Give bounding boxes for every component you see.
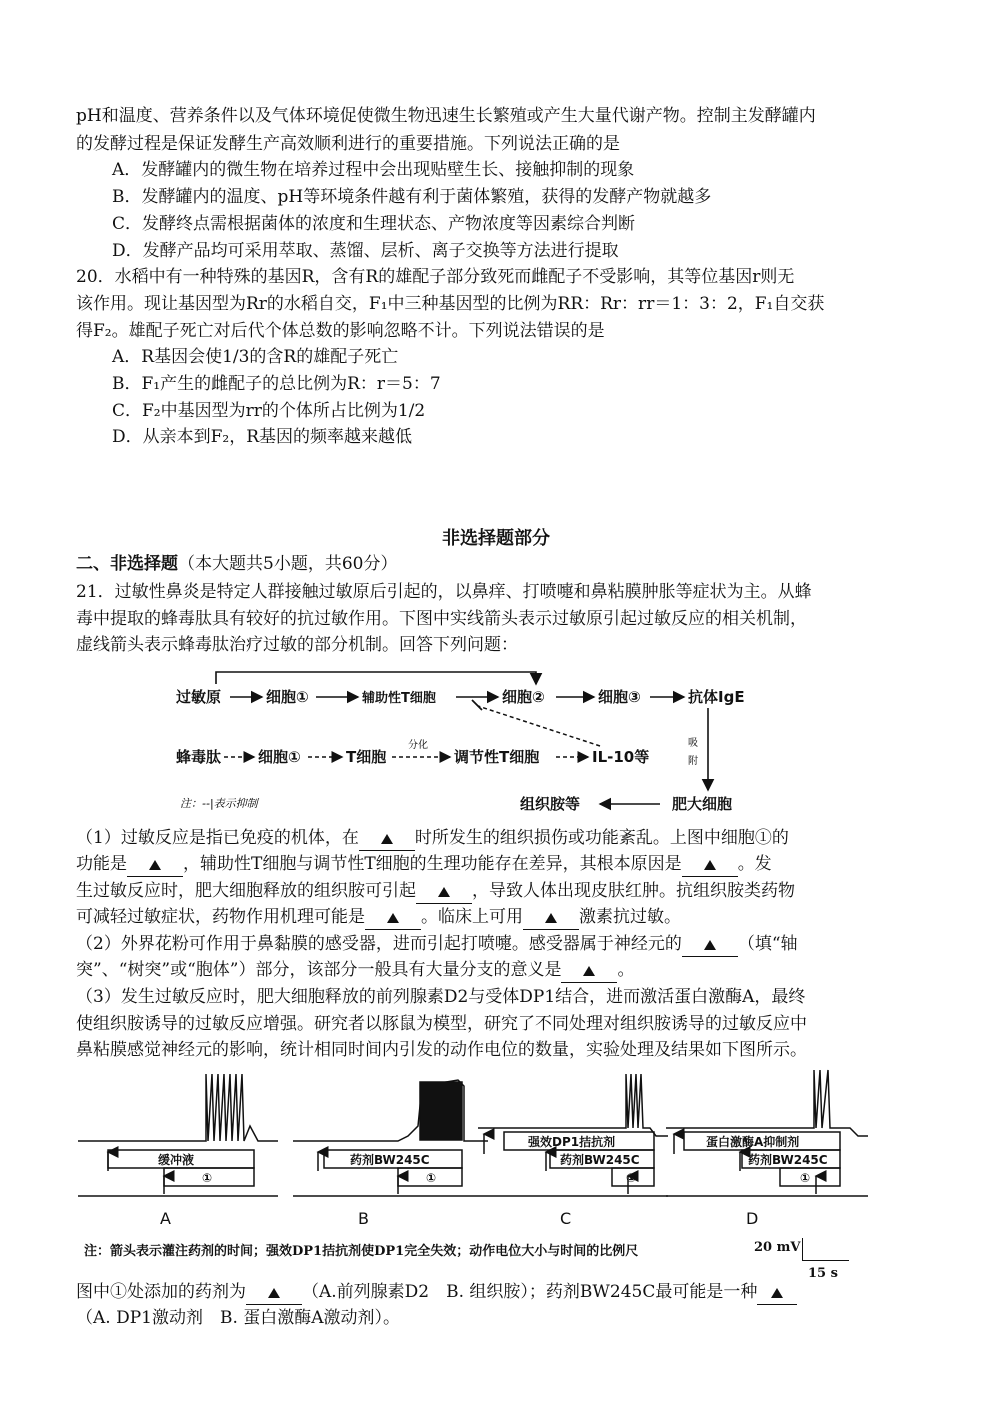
q19-option-a: A．发酵罐内的微生物在培养过程中会出现贴壁生长、接触抑制的现象 <box>112 160 635 180</box>
p3-line-1: （3）发生过敏反应时，肥大细胞释放的前列腺素D2与受体DP1结合，进而激活蛋白激酶A，最终 <box>76 987 806 1007</box>
p1-text-h: 可减轻过敏症状，药物作用机理可能是 <box>76 907 365 927</box>
q21-line-1: 21．过敏性鼻炎是特定人群接触过敏原后引起的，以鼻痒、打喷嚏和鼻粘膜肿胀等症状为主。从蜂 <box>76 582 812 602</box>
q19-line-2: 的发酵过程是保证发酵生产高效顺利进行的重要措施。下列说法正确的是 <box>76 134 620 154</box>
node-treg: 调节性T细胞 <box>454 748 540 766</box>
node-cell2: 细胞② <box>502 688 545 706</box>
triangle-icon <box>438 887 450 897</box>
node-cell1: 细胞① <box>266 688 309 706</box>
q19-line-1: pH和温度、营养条件以及气体环境促使微生物迅速生长繁殖或产生大量代谢产物。控制主发酵罐内 <box>76 106 816 126</box>
p1-line-4 <box>76 905 681 930</box>
q21-line-2: 毒中提取的蜂毒肽具有较好的抗过敏作用。下图中实线箭头表示过敏原引起过敏反应的相关机制， <box>76 609 807 629</box>
panel-d-label: D <box>746 1209 759 1228</box>
trace-c <box>478 1074 668 1136</box>
node-mast-cell: 肥大细胞 <box>672 795 733 813</box>
answer-blank-10[interactable] <box>757 1280 797 1305</box>
answer-blank-8[interactable] <box>561 958 617 983</box>
q20-option-a: A．R基因会使1/3的含R的雄配子死亡 <box>112 347 399 367</box>
panel-d-box1-label: 药剂BW245C <box>748 1153 828 1167</box>
scale-bar <box>802 1238 849 1261</box>
p2-text-b: （填“轴 <box>737 934 798 954</box>
q20-line-1: 20．水稻中有一种特殊的基因R，含有R的雄配子部分致死而雌配子不受影响，其等位基因r则无 <box>76 267 795 287</box>
triangle-icon <box>771 1288 783 1298</box>
q19-option-c: C．发酵终点需根据菌体的浓度和生理状态、产物浓度等因素综合判断 <box>112 214 636 234</box>
q20-option-b: B．F₁产生的雌配子的总比例为R：r＝5：7 <box>112 374 441 394</box>
section-heading-bold: 二、非选择题 <box>76 554 178 574</box>
label-adsorb-2: 附 <box>688 756 698 767</box>
action-potential-diagram <box>78 1066 868 1230</box>
p2-text-d: 。 <box>617 960 635 980</box>
answer-blank-6[interactable] <box>523 905 579 930</box>
p4-line-1 <box>76 1280 797 1305</box>
trace-b-burst <box>420 1082 462 1140</box>
p1-text-c: 功能是 <box>76 854 127 874</box>
p1-line-2 <box>76 852 772 877</box>
p1-text-i: 。临床上可用 <box>421 907 523 927</box>
answer-blank-7[interactable] <box>682 932 738 957</box>
scale-time: 15 s <box>808 1266 838 1281</box>
triangle-icon <box>149 860 161 870</box>
panel-c-box1-label: 药剂BW245C <box>560 1153 640 1167</box>
diagram2-note: 注：箭头表示灌注药剂的时间；强效DP1拮抗剂使DP1完全失效；动作电位大小与时间的比例尺 <box>84 1244 639 1259</box>
p2-text-a: （2）外界花粉可作用于鼻黏膜的感受器，进而引起打喷嚏。感受器属于神经元的 <box>76 934 682 954</box>
triangle-icon <box>387 913 399 923</box>
answer-blank-5[interactable] <box>365 905 421 930</box>
section-heading-rest: （本大题共5小题，共60分） <box>178 554 398 574</box>
trace-d <box>666 1070 868 1136</box>
node-melittin: 蜂毒肽 <box>176 748 222 766</box>
q20-option-c: C．F₂中基因型为rr的个体所占比例为1/2 <box>112 401 426 421</box>
node-cell1b: 细胞① <box>258 748 301 766</box>
triangle-icon <box>381 834 393 844</box>
node-cell3: 细胞③ <box>598 688 641 706</box>
p1-line-1 <box>76 826 789 851</box>
panel-b-box1-label: 药剂BW245C <box>350 1153 430 1167</box>
label-differentiate: 分化 <box>408 740 428 751</box>
panel-c-label: C <box>560 1209 572 1228</box>
q20-option-d: D．从亲本到F₂，R基因的频率越来越低 <box>112 427 413 447</box>
p1-text-g: ，导致人体出现皮肤红肿。抗组织胺类药物 <box>472 881 795 901</box>
triangle-icon <box>704 860 716 870</box>
p1-text-a: （1）过敏反应是指已免疫的机体，在 <box>76 828 359 848</box>
p2-line-2 <box>76 958 634 983</box>
panel-a-label: A <box>160 1209 171 1228</box>
answer-blank-2[interactable] <box>127 852 183 877</box>
p4-text-b: （A.前列腺素D2 B. 组织胺）；药剂BW245C最可能是一种 <box>302 1282 758 1302</box>
node-allergen: 过敏原 <box>176 688 222 706</box>
diagram-note: 注：--|表示抑制 <box>180 797 258 810</box>
panel-d-box2-label: ① <box>800 1171 811 1185</box>
answer-blank-1[interactable] <box>359 826 415 851</box>
panel-c-box0-label: 强效DP1拮抗剂 <box>528 1135 616 1149</box>
q20-line-2: 该作用。现让基因型为Rr的水稻自交，F₁中三种基因型的比例为RR：Rr：rr＝1：3：2，F₁自交获 <box>76 294 825 314</box>
p3-line-2: 使组织胺诱导的过敏反应增强。研究者以豚鼠为模型，研究了不同处理对组织胺诱导的过敏反应中 <box>76 1014 807 1034</box>
panel-b-box2-label: ① <box>426 1171 437 1185</box>
triangle-icon <box>704 940 716 950</box>
node-helper-t: 辅助性T细胞 <box>362 691 436 706</box>
p1-line-3 <box>76 879 795 904</box>
panel-c-box2-label: ① <box>626 1171 637 1185</box>
p4-line-2: （A. DP1激动剂 B. 蛋白激酶A激动剂）。 <box>76 1308 401 1328</box>
q19-option-d: D．发酵产品均可采用萃取、蒸馏、层析、离子交换等方法进行提取 <box>112 241 619 261</box>
allergy-mechanism-diagram <box>160 662 800 820</box>
answer-blank-9[interactable] <box>246 1280 302 1305</box>
triangle-icon <box>268 1288 280 1298</box>
panel-b-label: B <box>358 1209 369 1228</box>
node-il10: IL-10等 <box>592 748 650 766</box>
p1-text-d: ，辅助性T细胞与调节性T细胞的生理功能存在差异，其根本原因是 <box>183 854 682 874</box>
node-ige: 抗体IgE <box>688 688 745 706</box>
answer-blank-3[interactable] <box>682 852 738 877</box>
node-t-cell: T细胞 <box>346 748 387 766</box>
p2-line-1 <box>76 932 798 957</box>
triangle-icon <box>545 913 557 923</box>
p1-text-f: 生过敏反应时，肥大细胞释放的组织胺可引起 <box>76 881 416 901</box>
node-histamine: 组织胺等 <box>520 795 581 813</box>
section-heading <box>76 552 397 576</box>
q20-line-3: 得F₂。雄配子死亡对后代个体总数的影响忽略不计。下列说法错误的是 <box>76 321 605 341</box>
scale-voltage: 20 mV <box>754 1240 801 1255</box>
section-title: 非选择题部分 <box>442 528 550 549</box>
panel-a-box2-label: ① <box>202 1171 213 1185</box>
answer-blank-4[interactable] <box>416 879 472 904</box>
q19-option-b: B．发酵罐内的温度、pH等环境条件越有利于菌体繁殖，获得的发酵产物就越多 <box>112 187 712 207</box>
label-adsorb-1: 吸 <box>688 738 698 749</box>
triangle-icon <box>583 966 595 976</box>
p1-text-j: 激素抗过敏。 <box>579 907 681 927</box>
panel-d-box0-label: 蛋白激酶A抑制剂 <box>706 1135 800 1149</box>
p2-text-c: 突”、“树突”或“胞体”）部分，该部分一般具有大量分支的意义是 <box>76 960 562 980</box>
p4-text-a: 图中①处添加的药剂为 <box>76 1282 246 1302</box>
trace-a <box>78 1074 278 1141</box>
q21-line-3: 虚线箭头表示蜂毒肽治疗过敏的部分机制。回答下列问题： <box>76 635 518 655</box>
p3-line-3: 鼻粘膜感觉神经元的影响，统计相同时间内引发的动作电位的数量，实验处理及结果如下图所示。 <box>76 1040 807 1060</box>
p1-text-e: 。发 <box>737 854 772 874</box>
panel-a-box1-label: 缓冲液 <box>158 1153 195 1167</box>
p1-text-b: 时所发生的组织损伤或功能紊乱。上图中细胞①的 <box>414 828 789 848</box>
